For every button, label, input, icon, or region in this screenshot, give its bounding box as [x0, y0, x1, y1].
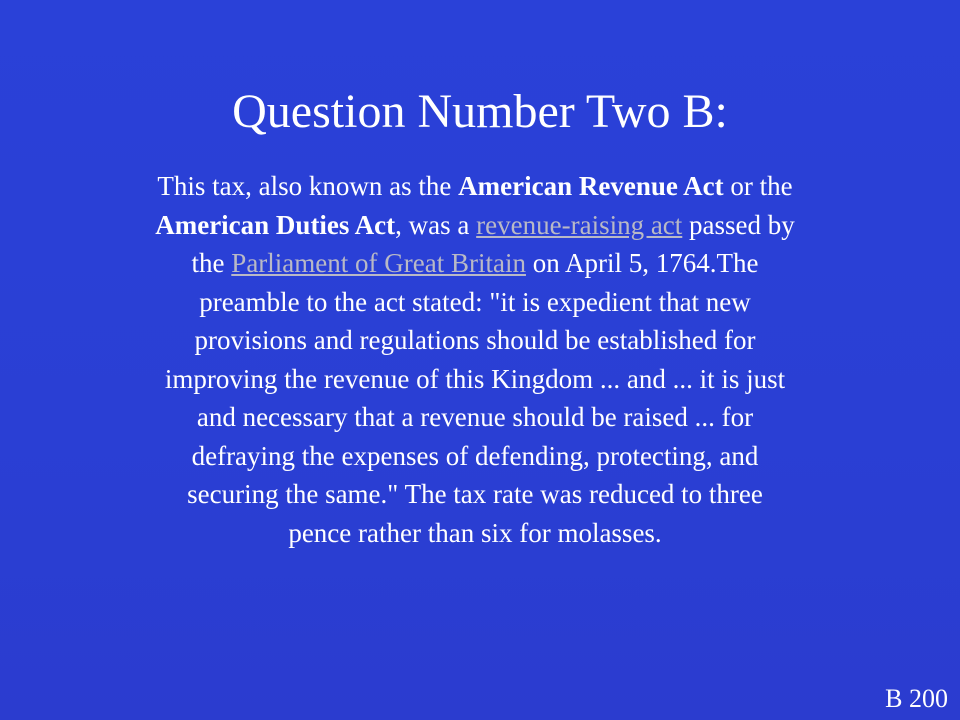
question-text-part: or the [723, 171, 793, 201]
revenue-raising-act-link[interactable]: revenue-raising act [476, 209, 683, 240]
question-text-part: passed by the [191, 209, 795, 278]
point-value-label: B 200 [885, 684, 948, 713]
question-text-part: , was a [395, 209, 477, 240]
parliament-of-great-britain-link[interactable]: Parliament of Great Britain [231, 248, 526, 278]
slide-title: Question Number Two B: [232, 85, 728, 138]
question-text [155, 167, 795, 552]
question-text-part: on April 5, 1764.The preamble to the act stated: "it is expedient that new provisions and regulations should be established for improving the revenue of this Kingdom ... and ... it is just and necessary that a revenue should be raised ... for defraying the expenses of defending, protecting, and securing the same." The tax rate was reduced to three pence rather than six for molasses. [164, 248, 786, 548]
question-text-part: This tax, also known as the [157, 171, 459, 201]
bold-term-american-revenue-act: American Revenue Act [458, 171, 724, 201]
bold-term-american-duties-act: American Duties Act [155, 209, 396, 240]
